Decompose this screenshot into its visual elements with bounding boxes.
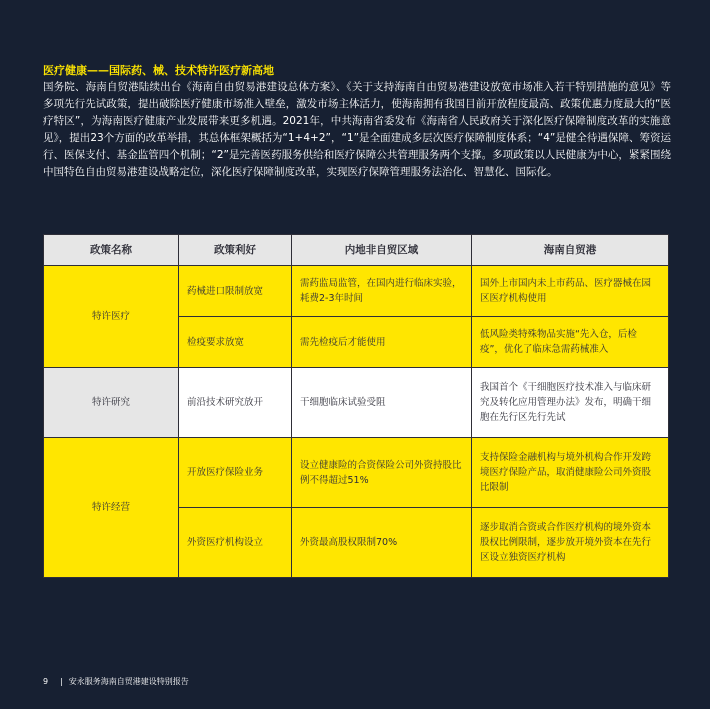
header-mainland: 内地非自贸区域 [292, 235, 472, 266]
header-policy-benefit: 政策利好 [179, 235, 292, 266]
header-hainan: 海南自贸港 [472, 235, 669, 266]
table-row [44, 438, 669, 508]
mainland-cell: 外资最高股权限制70% [292, 508, 472, 578]
section-title: 医疗健康——国际药、械、技术特许医疗新高地 [43, 64, 274, 77]
benefit-cell: 药械进口限制放宽 [179, 266, 292, 317]
policy-name-licensed-research: 特许研究 [44, 368, 179, 438]
policy-comparison-table [43, 234, 669, 578]
policy-name-licensed-medical: 特许医疗 [44, 266, 179, 368]
hainan-cell: 国外上市国内未上市药品、医疗器械在园区医疗机构使用 [472, 266, 669, 317]
benefit-cell: 检疫要求放宽 [179, 317, 292, 368]
policy-name-licensed-operation: 特许经营 [44, 438, 179, 578]
intro-paragraph: 国务院、海南自贸港陆续出台《海南自由贸易港建设总体方案》、《关于支持海南自由贸易港建设放宽市场准入若干特别措施的意见》等多项先行先试政策，提出破除医疗健康市场准入壁垒，激发市场主体活力，使海南拥有我国目前开放程度最高、政策优惠力度最大的“医疗特区”，为海南医疗健康产业发展带来更多机遇。2021年，中共海南省委发布《海南省人民政府关于深化医疗保障制度改革的实施意见》，提出23个方面的改革举措，其总体框架概括为“1+4+2”，“1”是全面建成多层次医疗保障制度体系；“4”是健全待遇保障、筹资运行、医保支付、基金监管四个机制；“2”是完善医药服务供给和医疗保障公共管理服务两个支撑。多项政策以人民健康为中心，紧紧围绕中国特色自由贸易港建设战略定位，深化医疗保障制度改革，实现医疗保障管理服务法治化、智慧化、国际化。 [43, 81, 671, 178]
hainan-cell: 逐步取消合资或合作医疗机构的境外资本股权比例限制，逐步放开境外资本在先行区设立独资医疗机构 [472, 508, 669, 578]
hainan-cell: 支持保险金融机构与境外机构合作开发跨境医疗保险产品，取消健康险公司外资股比限制 [472, 438, 669, 508]
hainan-cell: 我国首个《干细胞医疗技术准入与临床研究及转化应用管理办法》发布，明确干细胞在先行区先行先试 [472, 368, 669, 438]
hainan-cell: 低风险类特殊物品实施“先入仓，后检疫”，优化了临床急需药械准入 [472, 317, 669, 368]
table-row [44, 368, 669, 438]
header-policy-name: 政策名称 [44, 235, 179, 266]
page-number: 9 [43, 677, 49, 686]
report-name: 安永服务海南自贸港建设特别报告 [68, 677, 189, 686]
mainland-cell: 设立健康险的合资保险公司外资持股比例不得超过51% [292, 438, 472, 508]
benefit-cell: 开放医疗保险业务 [179, 438, 292, 508]
mainland-cell: 需药监局监管，在国内进行临床实验，耗费2-3年时间 [292, 266, 472, 317]
table-header-row [44, 235, 669, 266]
table-row [44, 266, 669, 317]
footer-separator: | [60, 677, 63, 686]
benefit-cell: 外资医疗机构设立 [179, 508, 292, 578]
mainland-cell: 干细胞临床试验受阻 [292, 368, 472, 438]
mainland-cell: 需先检疫后才能使用 [292, 317, 472, 368]
page-footer [43, 676, 189, 687]
benefit-cell: 前沿技术研究放开 [179, 368, 292, 438]
